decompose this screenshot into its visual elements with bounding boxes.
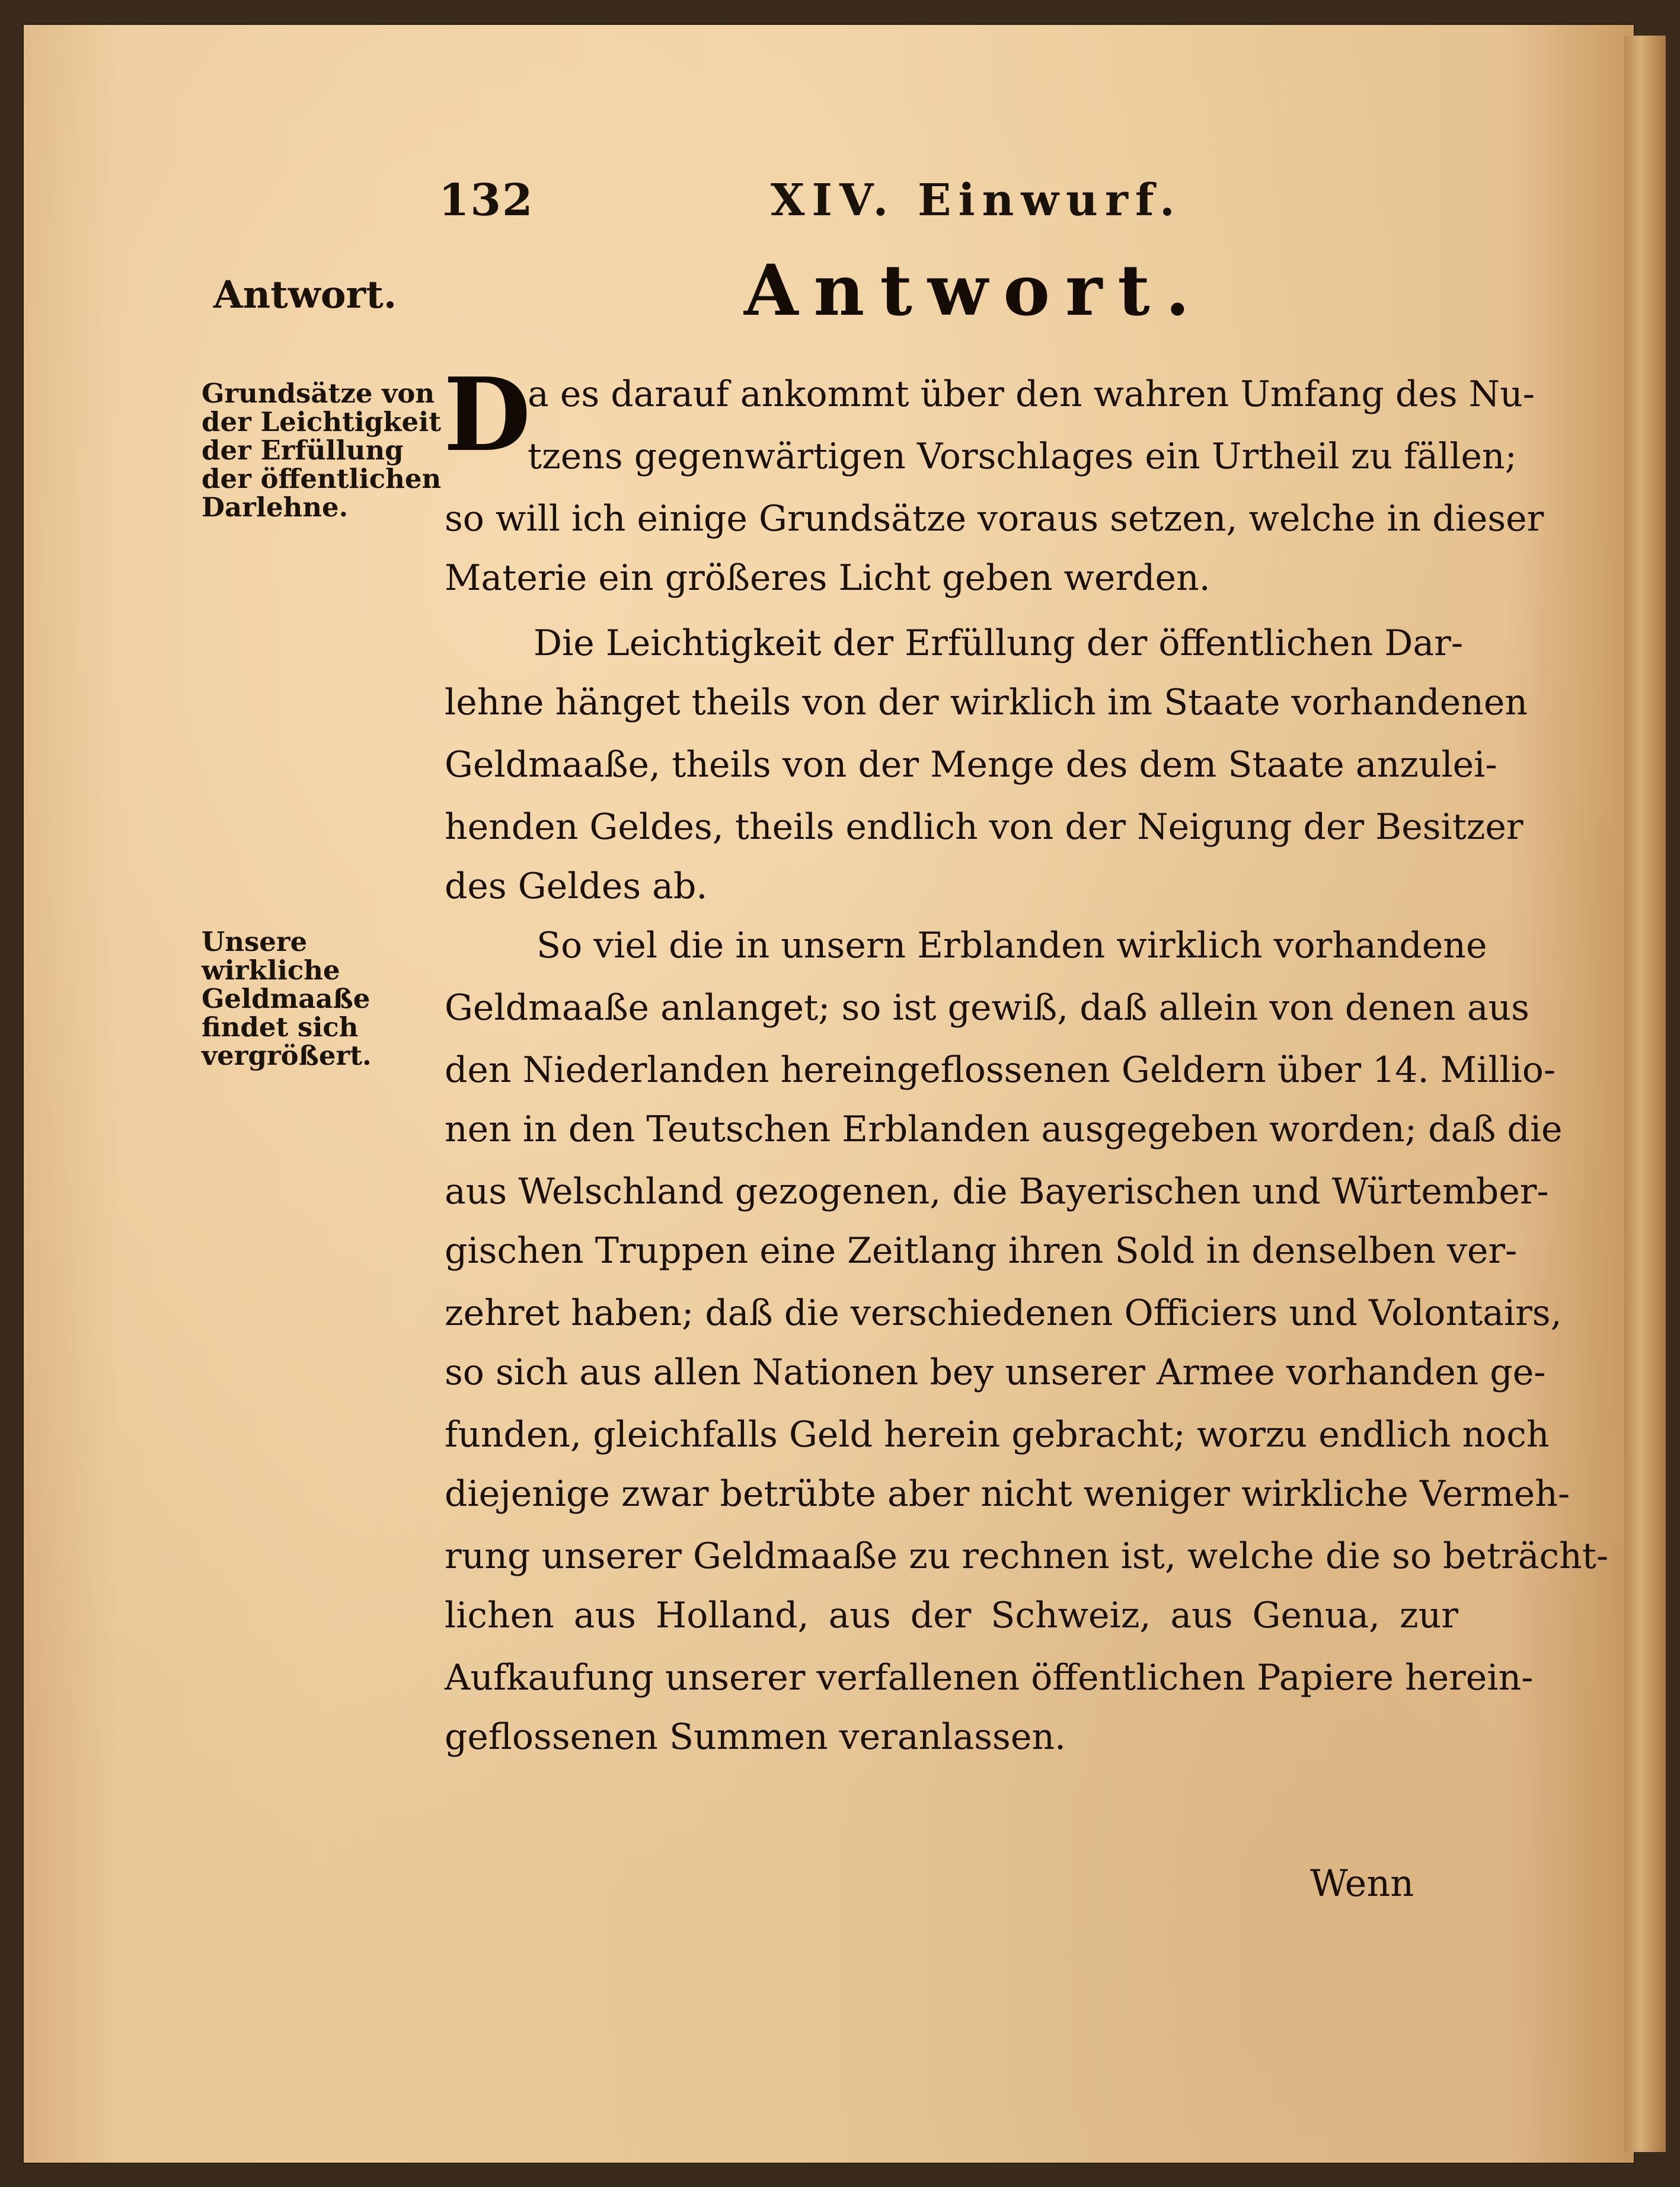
section-title: Antwort. (744, 249, 1205, 331)
body-line: zehret haben; daß die verschiedenen Officiers und Volontairs, (445, 1292, 1562, 1334)
body-line: So viel die in unsern Erblanden wirklich vorhandene (536, 925, 1487, 966)
body-line: aus Welschland gezogenen, die Bayerischen und Würtember- (445, 1171, 1549, 1212)
running-head-title: XIV. Einwurf. (771, 175, 1182, 226)
page-edge (1624, 36, 1666, 2152)
body-line: henden Geldes, theils endlich von der Neigung der Besitzer (445, 806, 1524, 848)
body-line: Materie ein größeres Licht geben werden. (445, 557, 1211, 599)
margin-label-antwort: Antwort. (213, 273, 397, 317)
body-line: rung unserer Geldmaaße zu rechnen ist, welche die so beträcht- (445, 1535, 1609, 1577)
body-line: nen in den Teutschen Erblanden ausgegeben worden; daß die (445, 1109, 1563, 1150)
body-line: lehne hänget theils von der wirklich im Staate vorhandenen (445, 682, 1528, 723)
body-line: tzens gegenwärtigen Vorschlages ein Urtheil zu fällen; (528, 436, 1517, 477)
page-number: 132 (439, 175, 534, 226)
margin-note-money-supply: Unsere wirkliche Geldmaaße findet sich vergrößert. (202, 926, 372, 1071)
body-line: so will ich einige Grundsätze voraus setzen, welche in dieser (445, 498, 1544, 539)
body-line: gischen Truppen eine Zeitlang ihren Sold in denselben ver- (445, 1230, 1518, 1272)
body-line: funden, gleichfalls Geld herein gebracht; worzu endlich noch (445, 1414, 1550, 1455)
margin-note-principles: Grundsätze von der Leichtigkeit der Erfüllung der öffentlichen Darlehne. (202, 378, 442, 523)
running-header (439, 175, 1565, 234)
body-line: Die Leichtigkeit der Erfüllung der öffentlichen Dar- (534, 622, 1464, 664)
body-line: Geldmaaße anlanget; so ist gewiß, daß allein von denen aus (445, 987, 1529, 1029)
body-line: des Geldes ab. (445, 866, 708, 907)
body-line: diejenige zwar betrübte aber nicht weniger wirkliche Vermeh- (445, 1473, 1570, 1515)
catchword: Wenn (1310, 1862, 1414, 1905)
book-page (23, 24, 1635, 2164)
body-line: Geldmaaße, theils von der Menge des dem Staate anzulei- (445, 744, 1497, 786)
body-line: a es darauf ankommt über den wahren Umfang des Nu- (528, 373, 1535, 415)
body-line: Aufkaufung unserer verfallenen öffentlichen Papiere herein- (445, 1657, 1534, 1698)
body-line: lichen aus Holland, aus der Schweiz, aus Genua, zur (445, 1595, 1458, 1636)
drop-cap: D (443, 356, 531, 474)
body-line: geflossenen Summen veranlassen. (445, 1716, 1066, 1758)
body-line: den Niederlanden hereingeflossenen Geldern über 14. Millio- (445, 1049, 1556, 1091)
body-line: so sich aus allen Nationen bey unserer Armee vorhanden ge- (445, 1352, 1546, 1393)
